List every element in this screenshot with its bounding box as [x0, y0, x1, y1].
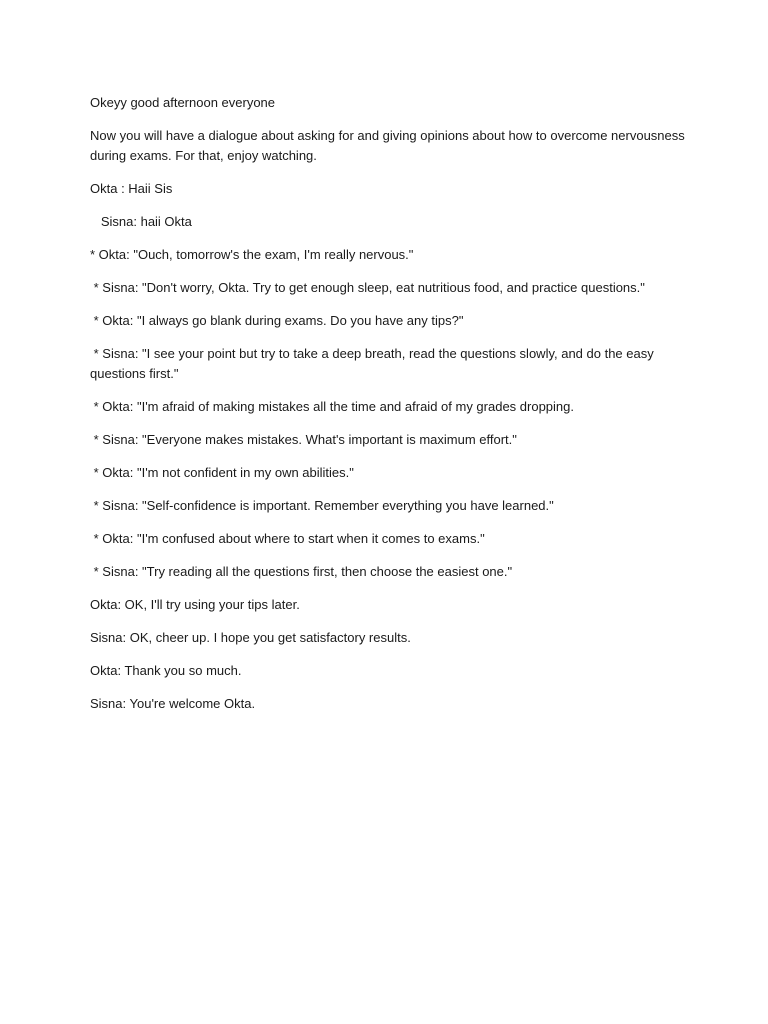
document-body: [90, 93, 690, 727]
dialogue-line: * Sisna: "Don't worry, Okta. Try to get enough sleep, eat nutritious food, and practice questions.": [90, 280, 645, 295]
intro-paragraph: Now you will have a dialogue about asking for and giving opinions about how to overcome nervousness during exams. For that, enjoy watching.: [90, 128, 689, 163]
dialogue-line: * Sisna: "Self-confidence is important. Remember everything you have learned.": [90, 498, 554, 513]
dialogue-line: Okta: OK, I'll try using your tips later.: [90, 597, 300, 612]
greeting-line: Okeyy good afternoon everyone: [90, 95, 276, 110]
dialogue-line: Okta: Thank you so much.: [90, 663, 242, 678]
dialogue-line: Sisna: You're welcome Okta.: [90, 696, 256, 711]
dialogue-line: Okta : Haii Sis: [90, 181, 173, 196]
dialogue-line: Sisna: haii Okta: [90, 214, 192, 229]
dialogue-line: * Sisna: "Everyone makes mistakes. What's important is maximum effort.": [90, 432, 517, 447]
dialogue-line: * Okta: "I'm afraid of making mistakes all the time and afraid of my grades dropping.: [90, 399, 574, 414]
dialogue-line: * Okta: "I'm confused about where to start when it comes to exams.": [90, 531, 485, 546]
dialogue-line: * Okta: "Ouch, tomorrow's the exam, I'm really nervous.": [90, 247, 414, 262]
dialogue-line: Sisna: OK, cheer up. I hope you get satisfactory results.: [90, 630, 411, 645]
dialogue-line: * Okta: "I always go blank during exams. Do you have any tips?": [90, 313, 464, 328]
dialogue-line: * Sisna: "Try reading all the questions first, then choose the easiest one.": [90, 564, 513, 579]
dialogue-line: * Okta: "I'm not confident in my own abilities.": [90, 465, 354, 480]
dialogue-line: * Sisna: "I see your point but try to take a deep breath, read the questions slowly, and do the easy questions first.": [90, 346, 658, 381]
